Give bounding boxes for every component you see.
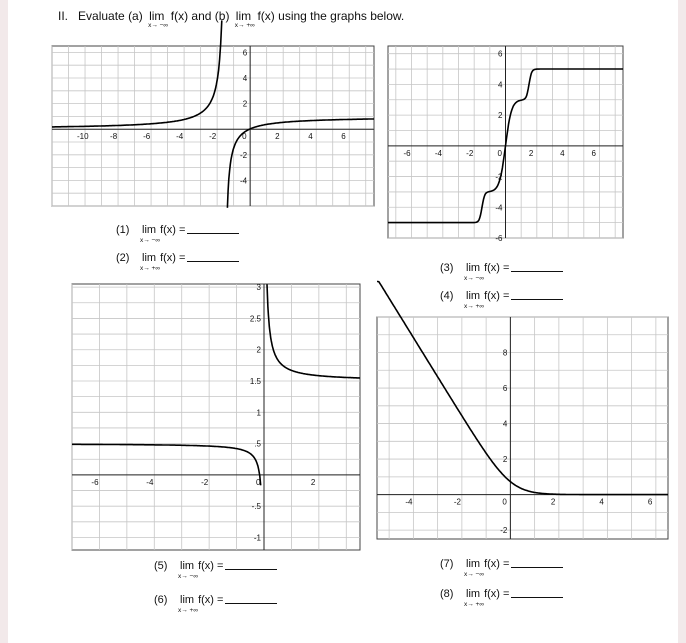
y-tick-label: 6 xyxy=(502,384,508,394)
x-tick-label: -4 xyxy=(405,497,413,507)
question-3: (3) lim x→ −∞ f(x) = xyxy=(440,262,563,274)
worksheet xyxy=(8,0,678,643)
question-7: (7) lim x→ −∞ f(x) = xyxy=(440,558,563,570)
question-4: (4) lim x→ +∞ f(x) = xyxy=(440,290,563,302)
x-tick-label: -8 xyxy=(110,132,118,142)
y-tick-label: 6 xyxy=(498,49,503,59)
y-tick-label: 6 xyxy=(242,48,248,58)
x-tick-label: -4 xyxy=(146,477,154,487)
fx-a: f(x) xyxy=(170,9,189,23)
x-tick-label: -2 xyxy=(453,497,461,507)
y-tick-label: 2 xyxy=(502,455,508,465)
y-tick-label: -2 xyxy=(500,526,508,536)
answer-blank-8[interactable] xyxy=(511,597,563,598)
x-tick-label: 4 xyxy=(560,148,565,158)
y-tick-label: 2 xyxy=(256,345,261,355)
x-tick-label: 2 xyxy=(275,132,280,142)
graph-1 xyxy=(52,46,374,206)
y-tick-label: 8 xyxy=(502,348,508,358)
x-tick-label: -6 xyxy=(143,132,151,142)
x-tick-label: -4 xyxy=(176,132,184,142)
y-tick-label: -1 xyxy=(253,533,261,543)
y-tick-label: -2 xyxy=(495,172,503,182)
y-tick-label: 3 xyxy=(256,283,261,293)
section-number: II. xyxy=(58,9,69,23)
x-tick-label: -2 xyxy=(201,477,209,487)
y-tick-label: .5 xyxy=(254,439,261,449)
limit-pos-inf: lim x→ +∞ xyxy=(234,9,255,29)
x-tick-label: 6 xyxy=(647,497,653,507)
x-tick-label: -10 xyxy=(77,132,89,142)
answer-blank-7[interactable] xyxy=(511,567,563,568)
question-1: (1) lim x→ −∞ f(x) = xyxy=(116,224,239,236)
instructions-text-a: Evaluate (a) xyxy=(78,9,143,23)
answer-blank-4[interactable] xyxy=(511,299,563,300)
question-5: (5) lim x→ −∞ f(x) = xyxy=(154,560,277,572)
instructions-suffix: using the graphs below. xyxy=(278,9,405,23)
x-tick-label: 0 xyxy=(502,497,507,507)
x-tick-label: -6 xyxy=(91,477,99,487)
y-tick-label: -6 xyxy=(495,234,503,243)
graph-frame xyxy=(72,284,360,550)
answer-blank-6[interactable] xyxy=(225,603,277,604)
x-tick-label: 4 xyxy=(308,132,313,142)
graph-3 xyxy=(72,284,360,550)
y-tick-label: 1 xyxy=(256,408,261,418)
x-tick-label: 4 xyxy=(599,497,604,507)
graph-4 xyxy=(377,317,668,539)
question-2: (2) lim x→ +∞ f(x) = xyxy=(116,252,239,264)
x-tick-label: -6 xyxy=(403,148,411,158)
x-tick-label: 2 xyxy=(528,148,534,158)
x-tick-label: -2 xyxy=(209,132,217,142)
y-tick-label: -.5 xyxy=(251,502,261,512)
answer-blank-1[interactable] xyxy=(187,233,239,234)
y-tick-label: -2 xyxy=(240,150,248,160)
question-6: (6) lim x→ +∞ f(x) = xyxy=(154,594,277,606)
answer-blank-2[interactable] xyxy=(187,261,239,262)
y-tick-label: 2 xyxy=(242,99,248,109)
x-tick-label: 0 xyxy=(497,148,502,158)
x-tick-label: 2 xyxy=(550,497,556,507)
x-tick-label: -4 xyxy=(434,148,442,158)
x-tick-label: 6 xyxy=(591,148,596,158)
instructions-text-b: and (b) xyxy=(191,9,230,23)
instructions xyxy=(58,9,405,29)
x-tick-label: 6 xyxy=(341,132,346,142)
answer-blank-5[interactable] xyxy=(225,569,277,570)
graph-2 xyxy=(388,46,623,243)
y-tick-label: 4 xyxy=(498,80,503,90)
y-tick-label: -4 xyxy=(240,176,248,186)
y-tick-label: 2.5 xyxy=(249,314,261,324)
y-tick-label: -4 xyxy=(495,203,503,213)
x-tick-label: 0 xyxy=(242,132,247,142)
x-tick-label: -2 xyxy=(466,148,474,158)
question-8: (8) lim x→ +∞ f(x) = xyxy=(440,588,563,600)
x-tick-label: 2 xyxy=(310,477,316,487)
x-tick-label: 0 xyxy=(256,477,261,487)
limit-neg-inf: lim x→ −∞ xyxy=(148,9,169,29)
answer-blank-3[interactable] xyxy=(511,271,563,272)
y-tick-label: 4 xyxy=(502,419,508,429)
y-tick-label: 1.5 xyxy=(249,377,261,387)
y-tick-label: 4 xyxy=(242,74,248,83)
fx-b: f(x) xyxy=(257,9,275,23)
y-tick-label: 2 xyxy=(498,111,503,121)
